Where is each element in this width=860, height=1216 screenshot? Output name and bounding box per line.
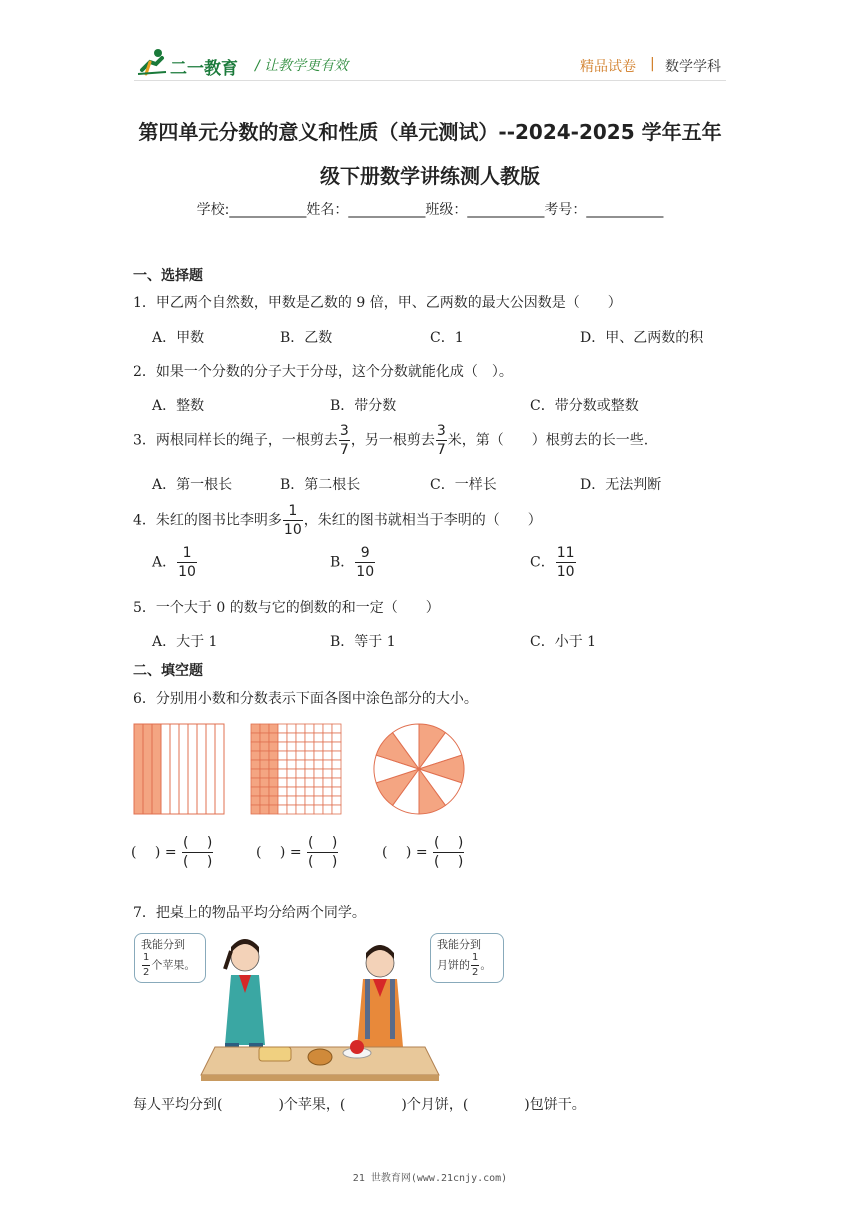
grid-cell [251, 760, 260, 769]
q3-fraction-b [436, 424, 447, 457]
q6-answer-1-decimal: ( ) = [131, 844, 177, 861]
grid-cell [269, 742, 278, 751]
grid-cell [260, 760, 269, 769]
grid-cell [323, 769, 332, 778]
grid-cell [260, 742, 269, 751]
q4-stem [133, 504, 542, 537]
q4-option-a-num: 1 [182, 545, 192, 561]
grid-cell [278, 760, 287, 769]
grid-cell [296, 724, 305, 733]
q4-option-b-den: 10 [356, 564, 375, 580]
grid-cell [269, 733, 278, 742]
grid-cell [314, 778, 323, 787]
grid-cell [332, 742, 341, 751]
grid-cell [287, 733, 296, 742]
grid-cell [296, 796, 305, 805]
q3-stem-post: 米，第（ ）根剪去的长一些. [447, 432, 649, 449]
bubble-left-fraction [142, 953, 150, 978]
q4-fraction [283, 504, 303, 537]
grid-cell [296, 751, 305, 760]
grid-cell [305, 778, 314, 787]
q6-answer-1 [131, 836, 214, 869]
q3-option-b: B．第二根长 [280, 477, 361, 493]
grid-cell [278, 742, 287, 751]
biscuit-pack-icon [259, 1047, 291, 1061]
grid-cell [314, 760, 323, 769]
strip-cell [143, 724, 152, 814]
grid-cell [314, 787, 323, 796]
grid-cell [314, 769, 323, 778]
grid-cell [296, 733, 305, 742]
grid-cell [260, 724, 269, 733]
grid-cell [296, 787, 305, 796]
q4-option-c-num: 11 [556, 545, 575, 561]
grid-cell [314, 724, 323, 733]
q6-answer-3-den: ( ) [434, 854, 464, 870]
grid-cell [260, 787, 269, 796]
strip-cell [215, 724, 224, 814]
grid-cell [314, 805, 323, 814]
grid-cell [251, 751, 260, 760]
grid-cell [332, 760, 341, 769]
grid-cell [314, 742, 323, 751]
grid-cell [251, 742, 260, 751]
grid-cell [251, 724, 260, 733]
document-title-line1: 第四单元分数的意义和性质（单元测试）--2024-2025 学年五年 [138, 120, 722, 144]
strip-cell [179, 724, 188, 814]
q6-answer-2-den: ( ) [308, 854, 338, 870]
bubble-left-num: 1 [143, 951, 150, 963]
bubble-right-line3: 。 [480, 958, 492, 972]
grid-cell [332, 751, 341, 760]
strip-cell [170, 724, 179, 814]
header-separator: | [650, 56, 655, 72]
q3-stem-mid: ，另一根剪去 [350, 432, 435, 449]
grid-cell [305, 760, 314, 769]
bubble-right-den: 2 [472, 966, 479, 978]
grid-cell [314, 733, 323, 742]
q6-figure-grid [250, 723, 343, 816]
q3-frac-a-num: 3 [339, 423, 349, 439]
grid-cell [305, 796, 314, 805]
grid-cell [332, 787, 341, 796]
q3-stem-pre: 3．两根同样长的绳子，一根剪去 [133, 432, 338, 449]
grid-cell [314, 796, 323, 805]
grid-cell [278, 751, 287, 760]
document-title-line2: 级下册数学讲练测人教版 [320, 164, 540, 188]
q4-option-b-num: 9 [360, 545, 370, 561]
bubble-right-line2: 月饼的 [437, 958, 470, 972]
strip-cell [197, 724, 206, 814]
q4-option-b-fraction [355, 546, 375, 579]
grid-cell [287, 751, 296, 760]
q4-option-b [330, 546, 376, 579]
grid-cell [278, 724, 287, 733]
q2-option-c: C．带分数或整数 [530, 398, 639, 414]
q6-stem: 6．分别用小数和分数表示下面各图中涂色部分的大小。 [133, 691, 478, 707]
q3-frac-a-den: 7 [339, 442, 349, 458]
grid-cell [296, 742, 305, 751]
q6-answer-3-num: ( ) [434, 835, 464, 851]
strip-cell [206, 724, 215, 814]
q5-option-b: B．等于 1 [330, 634, 396, 650]
grid-cell [305, 742, 314, 751]
q3-option-c: C．一样长 [430, 477, 497, 493]
grid-cell [260, 733, 269, 742]
q2-option-a: A．整数 [152, 398, 205, 414]
grid-cell [269, 778, 278, 787]
grid-cell [269, 751, 278, 760]
q4-frac-num: 1 [288, 503, 298, 519]
grid-cell [323, 751, 332, 760]
grid-cell [332, 796, 341, 805]
grid-cell [296, 805, 305, 814]
q4-option-c [530, 546, 577, 579]
q1-option-d: D．甲、乙两数的积 [580, 330, 704, 346]
q4-option-a [152, 546, 198, 579]
q6-figure-strips [133, 723, 225, 815]
q6-answer-1-num: ( ) [183, 835, 213, 851]
grid-cell [269, 787, 278, 796]
q2-stem: 2．如果一个分数的分子大于分母，这个分数就能化成（ ）。 [133, 364, 513, 380]
q7-illustration-students-table [195, 935, 445, 1083]
q6-answer-1-den: ( ) [183, 854, 213, 870]
grid-cell [269, 805, 278, 814]
mooncake-icon [308, 1049, 332, 1065]
q6-answer-2-fraction [307, 836, 338, 869]
q4-option-a-label: A． [152, 554, 177, 571]
grid-cell [260, 778, 269, 787]
grid-cell [332, 724, 341, 733]
q6-answer-3-fraction [433, 836, 464, 869]
bubble-left-line1: 我能分到 [141, 938, 185, 951]
grid-cell [305, 733, 314, 742]
brand-logo-text: 二一教育 [170, 59, 238, 79]
q7-stem: 7．把桌上的物品平均分给两个同学。 [133, 905, 366, 921]
grid-cell [278, 796, 287, 805]
grid-cell [278, 769, 287, 778]
q1-option-c: C．1 [430, 330, 464, 346]
q3-fraction-a [339, 424, 350, 457]
grid-cell [278, 733, 287, 742]
bubble-right-num: 1 [472, 951, 479, 963]
q4-stem-post: ，朱红的图书就相当于李明的（ ） [303, 512, 542, 529]
q6-answer-3 [382, 836, 465, 869]
runner-logo-icon [136, 48, 170, 76]
q2-option-b: B．带分数 [330, 398, 397, 414]
page-footer: 21 世教育网(www.21cnjy.com) [352, 1173, 508, 1184]
grid-cell [287, 778, 296, 787]
q1-option-a: A．甲数 [152, 330, 205, 346]
grid-cell [260, 751, 269, 760]
grid-cell [287, 796, 296, 805]
q7-answer-line: 每人平均分到( )个苹果，( )个月饼，( )包饼干。 [133, 1097, 586, 1113]
q4-option-b-label: B． [330, 554, 355, 571]
q1-option-b: B．乙数 [280, 330, 333, 346]
q6-answer-2 [256, 836, 339, 869]
grid-cell [323, 724, 332, 733]
grid-cell [269, 796, 278, 805]
bubble-left-den: 2 [143, 966, 150, 978]
header-tag-quality: 精品试卷 [580, 59, 636, 75]
bubble-right-fraction [471, 953, 479, 978]
grid-cell [305, 769, 314, 778]
q4-option-a-fraction [177, 546, 197, 579]
strip-cell [134, 724, 143, 814]
grid-cell [287, 769, 296, 778]
boy-figure-icon [357, 945, 403, 1047]
strip-cell [188, 724, 197, 814]
grid-cell [323, 778, 332, 787]
q4-option-c-fraction [556, 546, 576, 579]
grid-cell [332, 805, 341, 814]
grid-cell [251, 796, 260, 805]
bubble-left-line2: 个苹果。 [151, 958, 196, 972]
grid-cell [332, 778, 341, 787]
section-heading-choice: 一、选择题 [133, 268, 203, 284]
grid-cell [287, 760, 296, 769]
grid-cell [269, 769, 278, 778]
section-heading-fill: 二、填空题 [133, 663, 203, 679]
grid-cell [269, 760, 278, 769]
q4-option-a-den: 10 [178, 564, 196, 580]
q1-stem: 1．甲乙两个自然数，甲数是乙数的 9 倍，甲、乙两数的最大公因数是（ ） [133, 295, 622, 311]
grid-cell [323, 805, 332, 814]
grid-cell [332, 769, 341, 778]
grid-cell [287, 742, 296, 751]
q3-frac-b-num: 3 [436, 423, 446, 439]
grid-cell [296, 760, 305, 769]
q3-stem [133, 424, 648, 457]
grid-cell [278, 778, 287, 787]
q4-option-c-den: 10 [556, 564, 575, 580]
grid-cell [287, 787, 296, 796]
grid-cell [278, 805, 287, 814]
brand-slogan: / 让教学更有效 [255, 58, 349, 74]
grid-cell [323, 796, 332, 805]
grid-cell [287, 805, 296, 814]
q3-option-d: D．无法判断 [580, 477, 662, 493]
grid-cell [251, 805, 260, 814]
grid-cell [251, 787, 260, 796]
grid-cell [323, 787, 332, 796]
q6-figure-circle [372, 722, 466, 816]
grid-cell [251, 769, 260, 778]
strip-cell [161, 724, 170, 814]
grid-cell [314, 751, 323, 760]
strip-cell [152, 724, 161, 814]
grid-cell [305, 751, 314, 760]
grid-cell [323, 760, 332, 769]
grid-cell [278, 787, 287, 796]
q5-option-c: C．小于 1 [530, 634, 597, 650]
q5-stem: 5．一个大于 0 的数与它的倒数的和一定（ ） [133, 600, 440, 616]
q5-option-a: A．大于 1 [152, 634, 218, 650]
grid-cell [260, 796, 269, 805]
grid-cell [260, 769, 269, 778]
grid-cell [305, 787, 314, 796]
q3-frac-b-den: 7 [436, 442, 446, 458]
header-divider [134, 80, 726, 81]
grid-cell [269, 724, 278, 733]
grid-cell [296, 769, 305, 778]
header-tag-subject: 数学学科 [665, 59, 721, 75]
grid-cell [323, 742, 332, 751]
grid-cell [332, 733, 341, 742]
q3-option-a: A．第一根长 [152, 477, 233, 493]
bubble-right-line1: 我能分到 [437, 938, 481, 951]
q6-answer-2-decimal: ( ) = [256, 844, 302, 861]
q4-frac-den: 10 [283, 522, 302, 538]
q6-answer-1-fraction [182, 836, 213, 869]
student-info-line: 学校:___________姓名：___________班级：___________考号：___________ [196, 202, 664, 218]
grid-cell [296, 778, 305, 787]
grid-cell [260, 805, 269, 814]
grid-cell [305, 805, 314, 814]
grid-cell [323, 733, 332, 742]
grid-cell [305, 724, 314, 733]
grid-cell [251, 733, 260, 742]
grid-cell [251, 778, 260, 787]
q6-answer-2-num: ( ) [308, 835, 338, 851]
q6-answer-3-decimal: ( ) = [382, 844, 428, 861]
q4-stem-pre: 4．朱红的图书比李明多 [133, 512, 282, 529]
q4-option-c-label: C． [530, 554, 555, 571]
grid-cell [287, 724, 296, 733]
